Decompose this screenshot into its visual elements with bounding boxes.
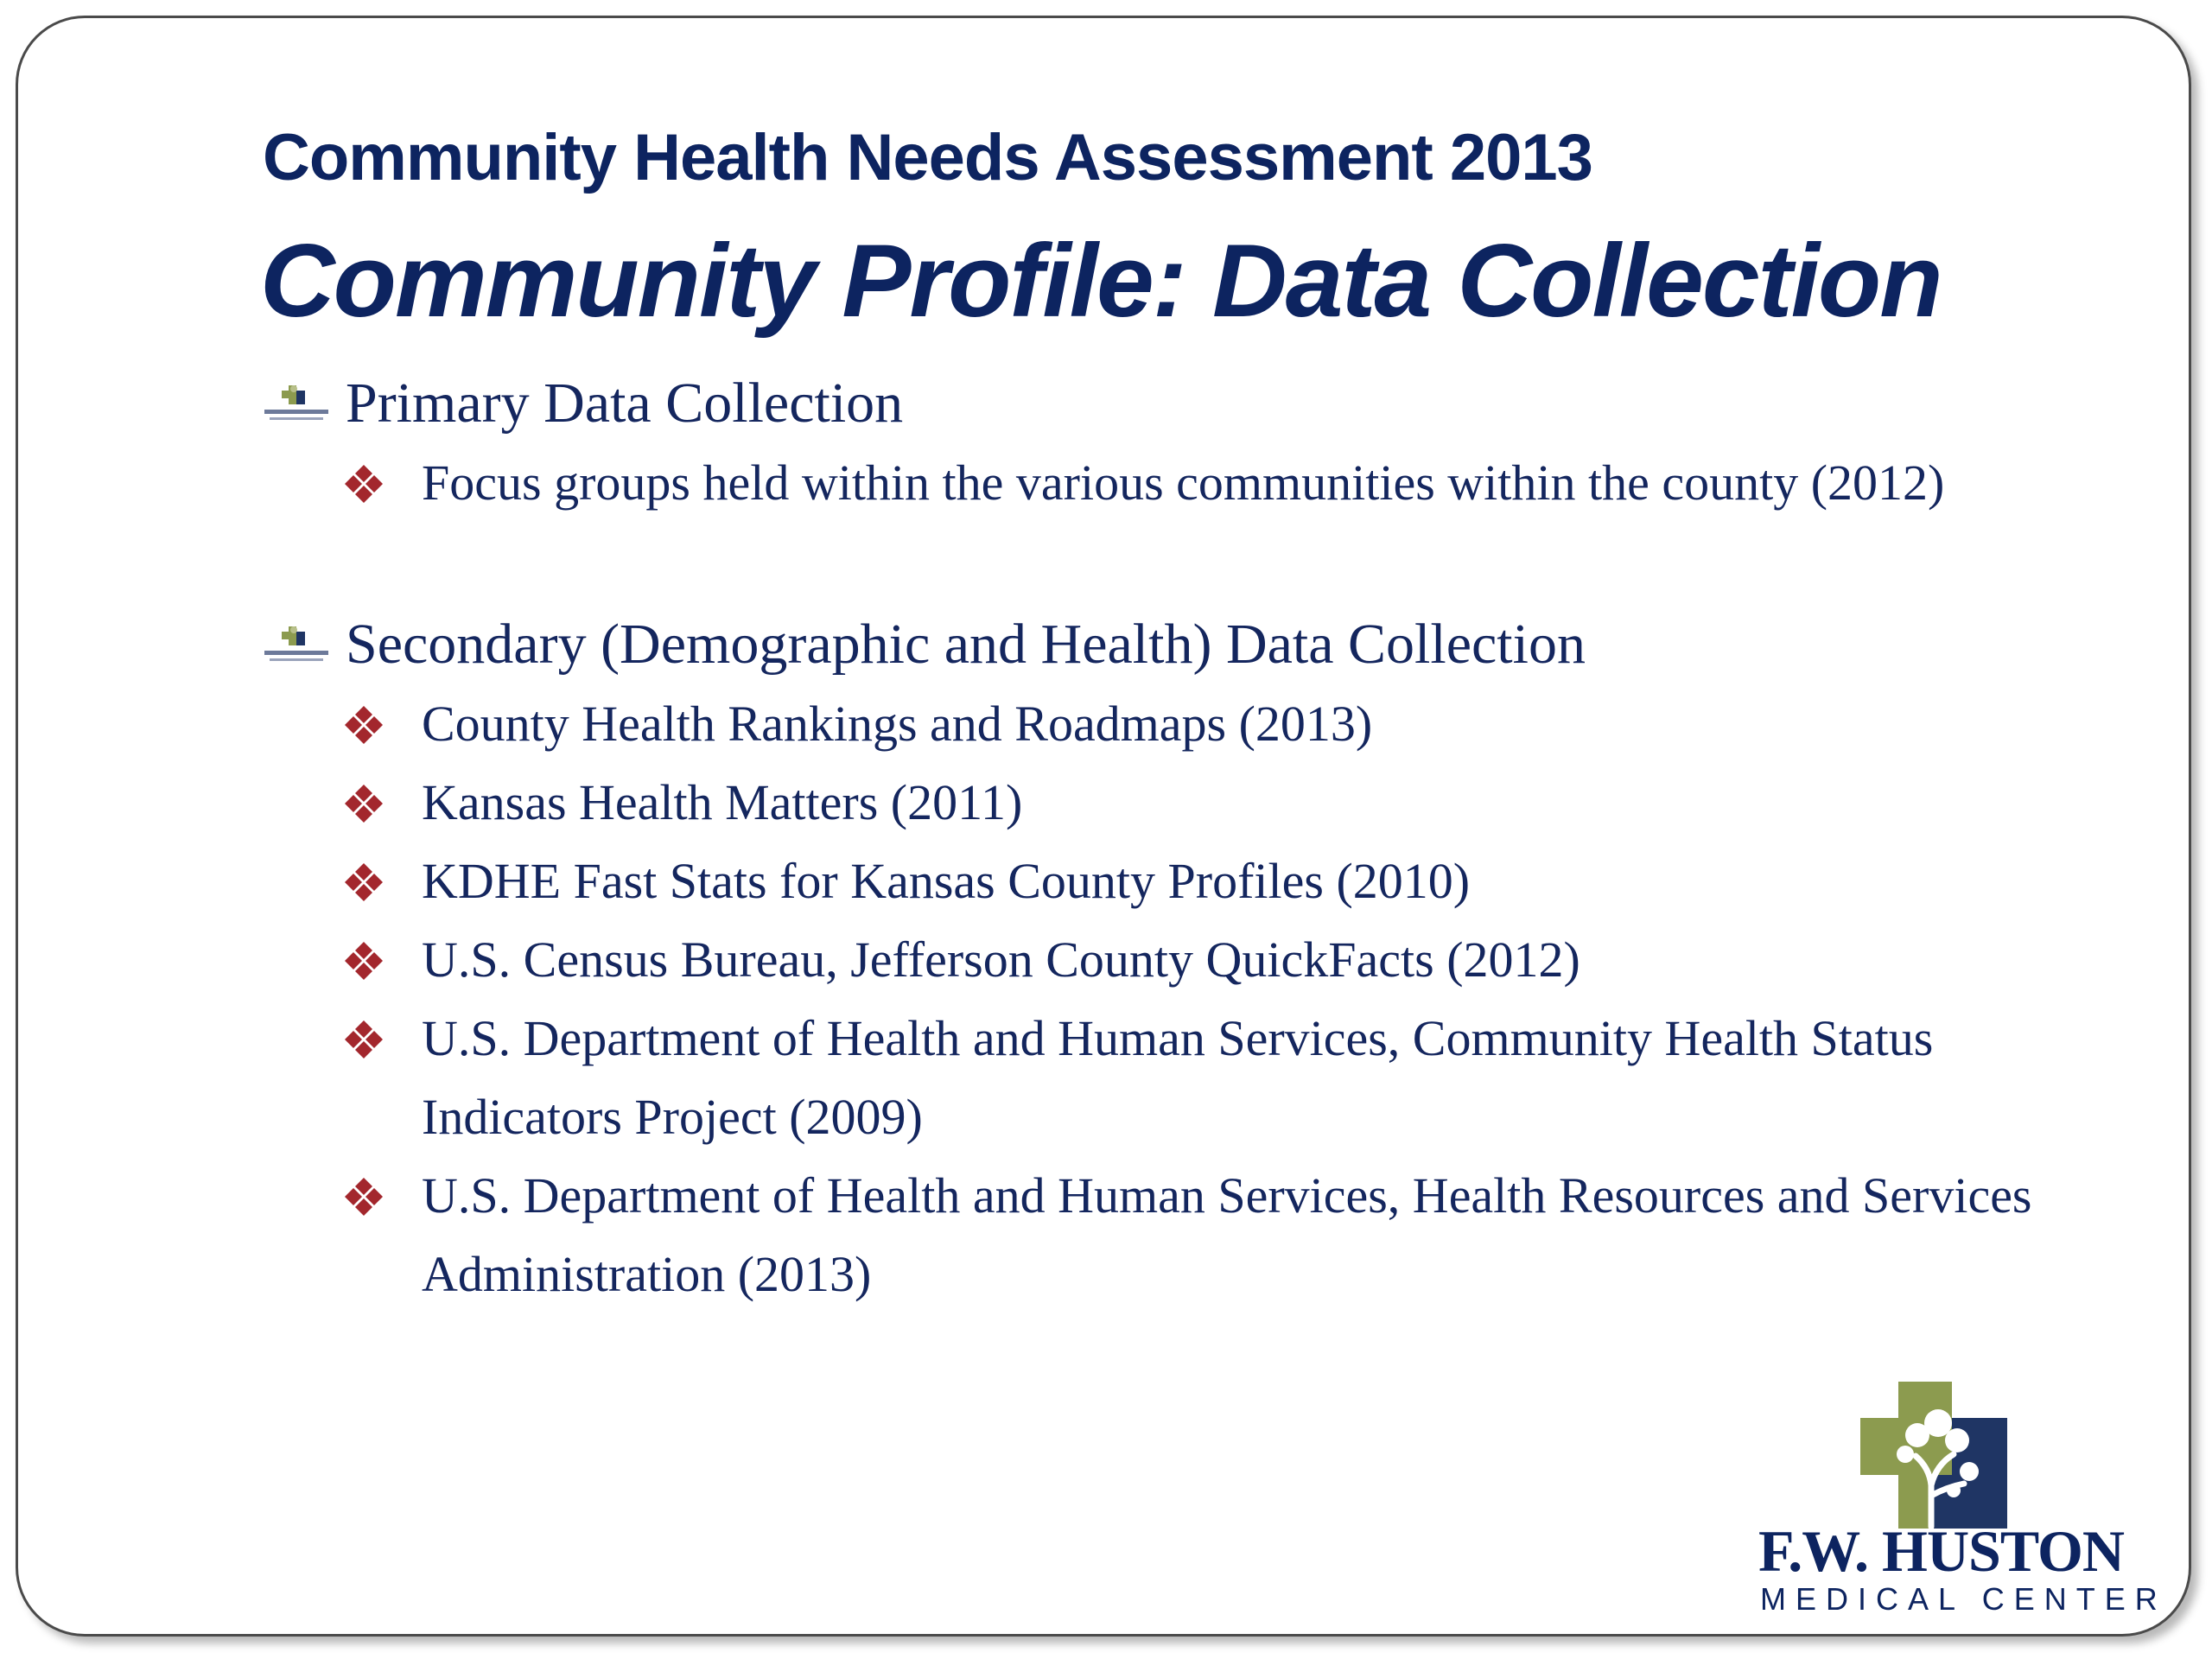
list-item-text: U.S. Department of Health and Human Services, Community Health Status Indicators Project (2009) — [422, 1010, 1934, 1145]
list-item — [342, 920, 2198, 999]
diamond-bullet-icon — [342, 462, 385, 505]
slide-frame — [16, 16, 2191, 1637]
slide-subtitle: Community Profile: Data Collection — [260, 223, 1942, 339]
list-item-text: Kansas Health Matters (2011) — [422, 774, 1023, 830]
diamond-bullet-icon — [342, 782, 385, 825]
list-item-text: U.S. Department of Health and Human Services, Health Resources and Services Administration (2013) — [422, 1167, 2032, 1302]
slide-title: Community Health Needs Assessment 2013 — [263, 121, 1592, 194]
list-item — [342, 684, 2198, 763]
list-item — [342, 999, 2198, 1156]
primary-heading-text: Primary Data Collection — [346, 372, 904, 435]
list-item-text: County Health Rankings and Roadmaps (2013) — [422, 696, 1373, 752]
primary-heading — [263, 364, 2198, 443]
secondary-heading-text: Secondary (Demographic and Health) Data Collection — [346, 613, 1586, 676]
list-item-text: KDHE Fast Stats for Kansas County Profiles (2010) — [422, 853, 1471, 909]
list-item-text: Focus groups held within the various communities within the county (2012) — [422, 454, 1945, 511]
list-item-text: U.S. Census Bureau, Jefferson County QuickFacts (2012) — [422, 931, 1580, 988]
diamond-bullet-icon — [342, 703, 385, 747]
secondary-heading — [263, 605, 2198, 684]
list-item — [342, 443, 2198, 522]
diamond-bullet-icon — [342, 861, 385, 904]
logo-subtitle: MEDICAL CENTER — [1760, 1581, 2167, 1617]
logo-name: F.W. HUSTON — [1758, 1518, 2124, 1584]
diamond-bullet-icon — [342, 1018, 385, 1061]
mini-logo-icon — [263, 620, 330, 670]
slide-content — [263, 364, 2198, 1313]
diamond-bullet-icon — [342, 1175, 385, 1218]
list-item — [342, 842, 2198, 920]
diamond-bullet-icon — [342, 939, 385, 982]
mini-logo-icon — [263, 378, 330, 429]
list-item — [342, 763, 2198, 842]
list-item — [342, 1156, 2198, 1313]
